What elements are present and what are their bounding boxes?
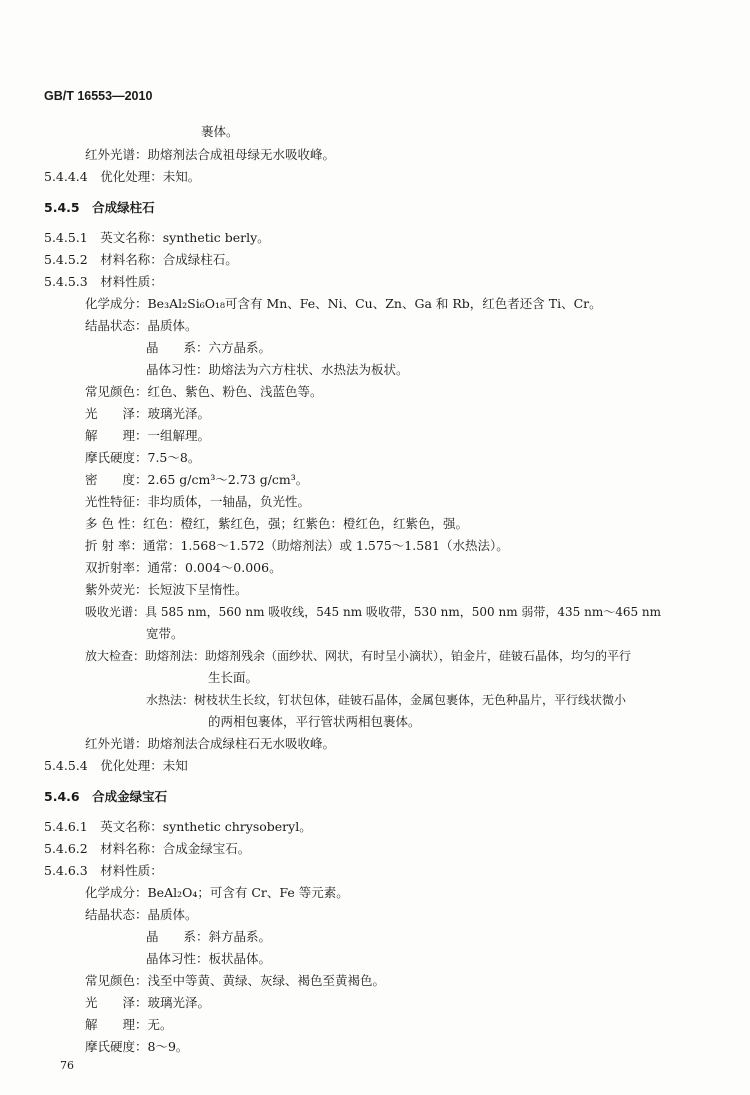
property-line: 结晶状态：晶质体。 (85, 907, 198, 922)
property-line: 摩氏硬度：7.5～8。 (85, 450, 201, 465)
property-line: 结晶状态：晶质体。 (85, 318, 198, 333)
property-line: 光性特征：非均质体，一轴晶，负光性。 (85, 494, 311, 509)
property-line: 放大检查：助熔剂法：助熔剂残余（面纱状、网状，有时呈小滴状），铂金片，硅铍石晶体，均匀的平行 (85, 649, 632, 663)
property-line: 生长面。 (208, 670, 259, 685)
section-heading-5-4-5: 5.4.5 合成绿柱石 (44, 200, 155, 215)
property-line: 吸收光谱：具 585 nm，560 nm 吸收线，545 nm 吸收带，530 nm，500 nm 弱带，435 nm～465 nm (85, 605, 662, 619)
clause-5-4-5-2: 5.4.5.2 材料名称：合成绿柱石。 (44, 252, 238, 267)
page-header: GB/T 16553—2010 (44, 89, 153, 103)
property-line: 光 泽：玻璃光泽。 (85, 406, 211, 421)
property-line: 紫外荧光：长短波下呈惰性。 (85, 582, 248, 597)
property-line: 晶 系：六方晶系。 (146, 340, 272, 355)
property-line: 晶 系：斜方晶系。 (146, 929, 272, 944)
property-line: 的两相包裹体，平行管状两相包裹体。 (208, 714, 421, 729)
clause-5-4-5-3: 5.4.5.3 材料性质： (44, 274, 163, 289)
property-line: 化学成分：Be₃Al₂Si₆O₁₈可含有 Mn、Fe、Ni、Cu、Zn、Ga 和 Rb，红色者还含 Ti、Cr。 (85, 296, 602, 311)
property-line: 红外光谱：助熔剂法合成绿柱石无水吸收峰。 (85, 736, 336, 751)
property-line: 多 色 性：红色：橙红，紫红色，强；红紫色：橙红色，红紫色，强。 (85, 516, 468, 531)
property-line: 化学成分：BeAl₂O₄；可含有 Cr、Fe 等元素。 (85, 885, 349, 900)
clause-5-4-4-4: 5.4.4.4 优化处理：未知。 (44, 169, 201, 184)
property-line: 解 理：无。 (85, 1017, 173, 1032)
property-line: 常见颜色：浅至中等黄、黄绿、灰绿、褐色至黄褐色。 (85, 973, 386, 988)
property-line: 晶体习性：助熔法为六方柱状、水热法为板状。 (146, 362, 409, 377)
clause-5-4-5-1: 5.4.5.1 英文名称：synthetic berly。 (44, 230, 270, 245)
page-number: 76 (60, 1059, 74, 1072)
property-line: 常见颜色：红色、紫色、粉色、浅蓝色等。 (85, 384, 323, 399)
clause-5-4-5-4: 5.4.5.4 优化处理：未知 (44, 758, 188, 773)
clause-5-4-6-3: 5.4.6.3 材料性质： (44, 863, 163, 878)
clause-5-4-6-1: 5.4.6.1 英文名称：synthetic chrysoberyl。 (44, 819, 312, 834)
property-line: 解 理：一组解理。 (85, 428, 211, 443)
property-line: 双折射率：通常：0.004～0.006。 (85, 560, 282, 575)
property-line: 宽带。 (146, 626, 184, 641)
property-line: 水热法：树枝状生长纹，钉状包体，硅铍石晶体，金属包裹体，无色种晶片，平行线状微小 (146, 693, 627, 707)
text-line: 裹体。 (201, 124, 239, 139)
property-line: 折 射 率：通常：1.568～1.572（助熔剂法）或 1.575～1.581（水热法）。 (85, 538, 509, 553)
property-line: 晶体习性：板状晶体。 (146, 951, 272, 966)
section-heading-5-4-6: 5.4.6 合成金绿宝石 (44, 789, 168, 804)
property-line: 密 度：2.65 g/cm³～2.73 g/cm³。 (85, 472, 309, 487)
clause-5-4-6-2: 5.4.6.2 材料名称：合成金绿宝石。 (44, 841, 251, 856)
property-line: 摩氏硬度：8～9。 (85, 1039, 189, 1054)
text-line: 红外光谱：助熔剂法合成祖母绿无水吸收峰。 (85, 147, 336, 162)
property-line: 光 泽：玻璃光泽。 (85, 995, 211, 1010)
